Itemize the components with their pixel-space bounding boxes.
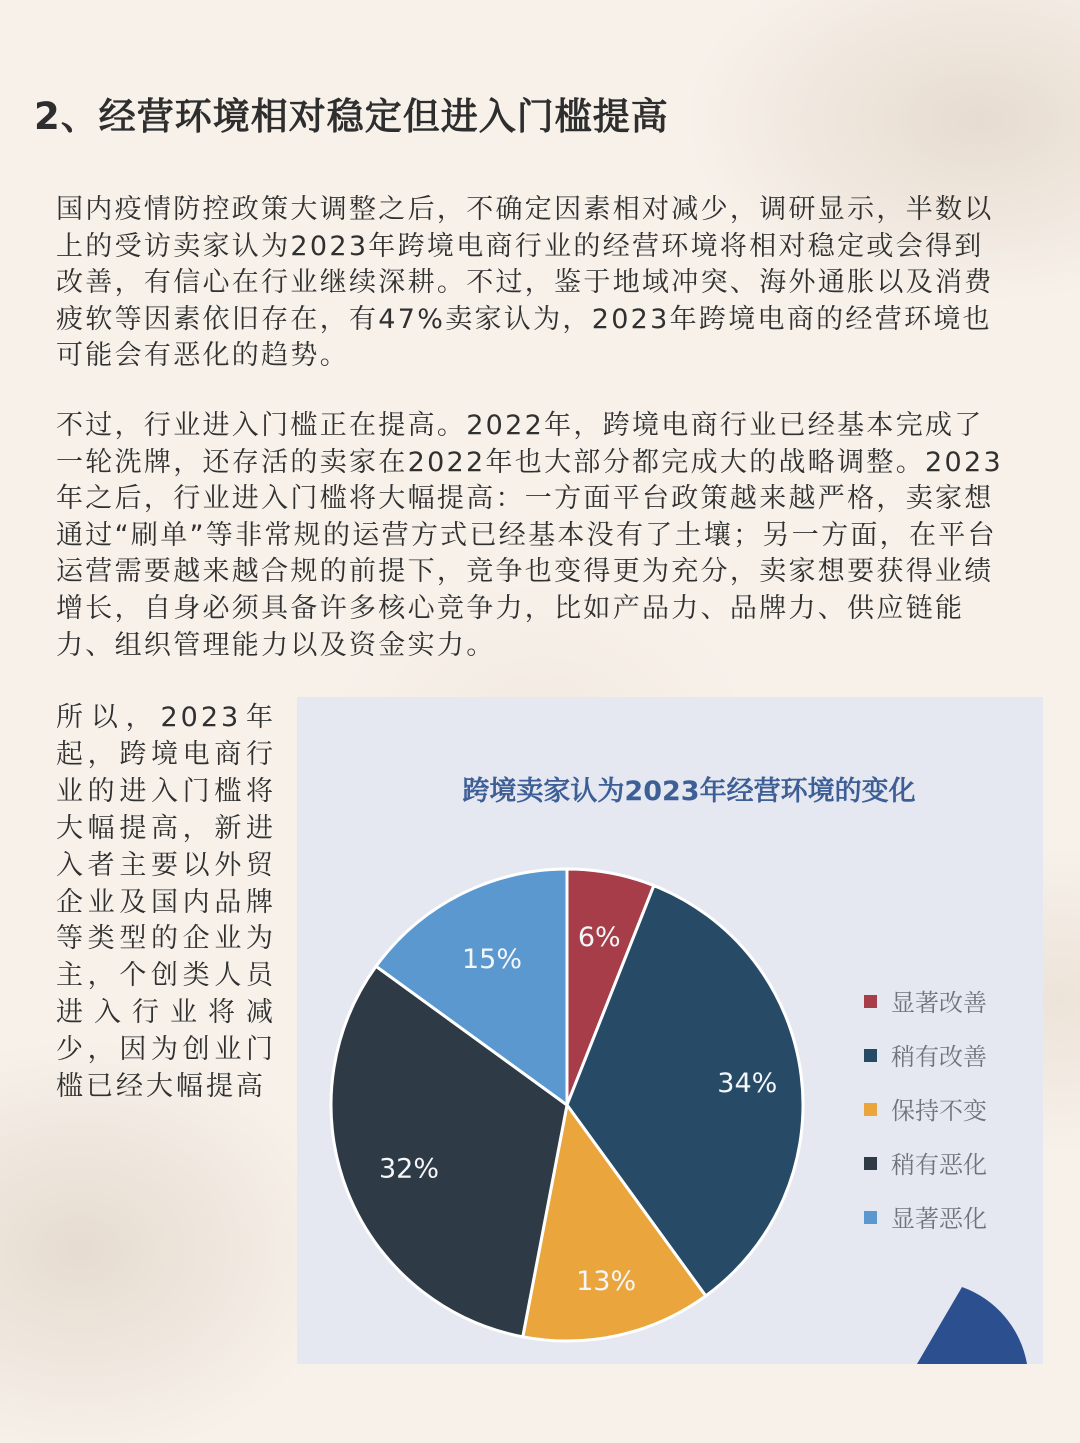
legend-swatch-5 <box>864 1211 877 1224</box>
chart-legend <box>864 989 987 1233</box>
pie-slice-label-5: 15% <box>461 943 523 975</box>
pie-slice-label-4: 32% <box>379 1153 440 1185</box>
legend-swatch-2 <box>864 1049 877 1062</box>
pie-slice-label-3: 13% <box>576 1266 637 1298</box>
decorative-corner-shape <box>917 1287 1027 1364</box>
legend-swatch-4 <box>864 1157 877 1170</box>
pie-slice-label-1: 6% <box>577 921 621 953</box>
chart-title: 跨境卖家认为2023年经营环境的变化 <box>462 776 916 807</box>
section-heading: 2、经营环境相对稳定但进入门槛提高 <box>34 95 669 138</box>
pie-chart <box>297 697 1043 1364</box>
legend-swatch-1 <box>864 995 877 1008</box>
legend-label-2: 稍有改善 <box>891 1043 987 1071</box>
pie-slices <box>331 869 803 1341</box>
pie-chart-panel <box>297 697 1043 1364</box>
legend-label-3: 保持不变 <box>891 1097 987 1125</box>
legend-label-5: 显著恶化 <box>891 1205 987 1233</box>
legend-label-4: 稍有恶化 <box>891 1151 987 1179</box>
paragraph-entry-barrier: 不过，行业进入门槛正在提高。2022年，跨境电商行业已经基本完成了一轮洗牌，还存活的卖家在2022年也大部分都完成大的战略调整。2023年之后，行业进入门槛将大幅提高：一方面平台政策越来越严格，卖家想通过“刷单”等非常规的运营方式已经基本没有了土壤；另一方面，在平台运营需要越来越合规的前提下，竞争也变得更为充分，卖家想要获得业绩增长，自身必须具备许多核心竞争力，比如产品力、品牌力、供应链能力、组织管理能力以及资金实力。 <box>56 410 1003 661</box>
legend-swatch-3 <box>864 1103 877 1116</box>
pie-slice-label-2: 34% <box>717 1068 778 1100</box>
paragraph-new-entrants: 所以，2023年起，跨境电商行业的进入门槛将大幅提高，新进入者主要以外贸企业及国内品牌等类型的企业为主，个创类人员进入行业将减少，因为创业门槛已经大幅提高 <box>56 702 276 1103</box>
paragraph-environment: 国内疫情防控政策大调整之后，不确定因素相对减少，调研显示，半数以上的受访卖家认为2023年跨境电商行业的经营环境将相对稳定或会得到改善，有信心在行业继续深耕。不过，鉴于地域冲突、海外通胀以及消费疲软等因素依旧存在，有47%卖家认为，2023年跨境电商的经营环境也可能会有恶化的趋势。 <box>56 194 994 372</box>
legend-label-1: 显著改善 <box>891 989 987 1017</box>
